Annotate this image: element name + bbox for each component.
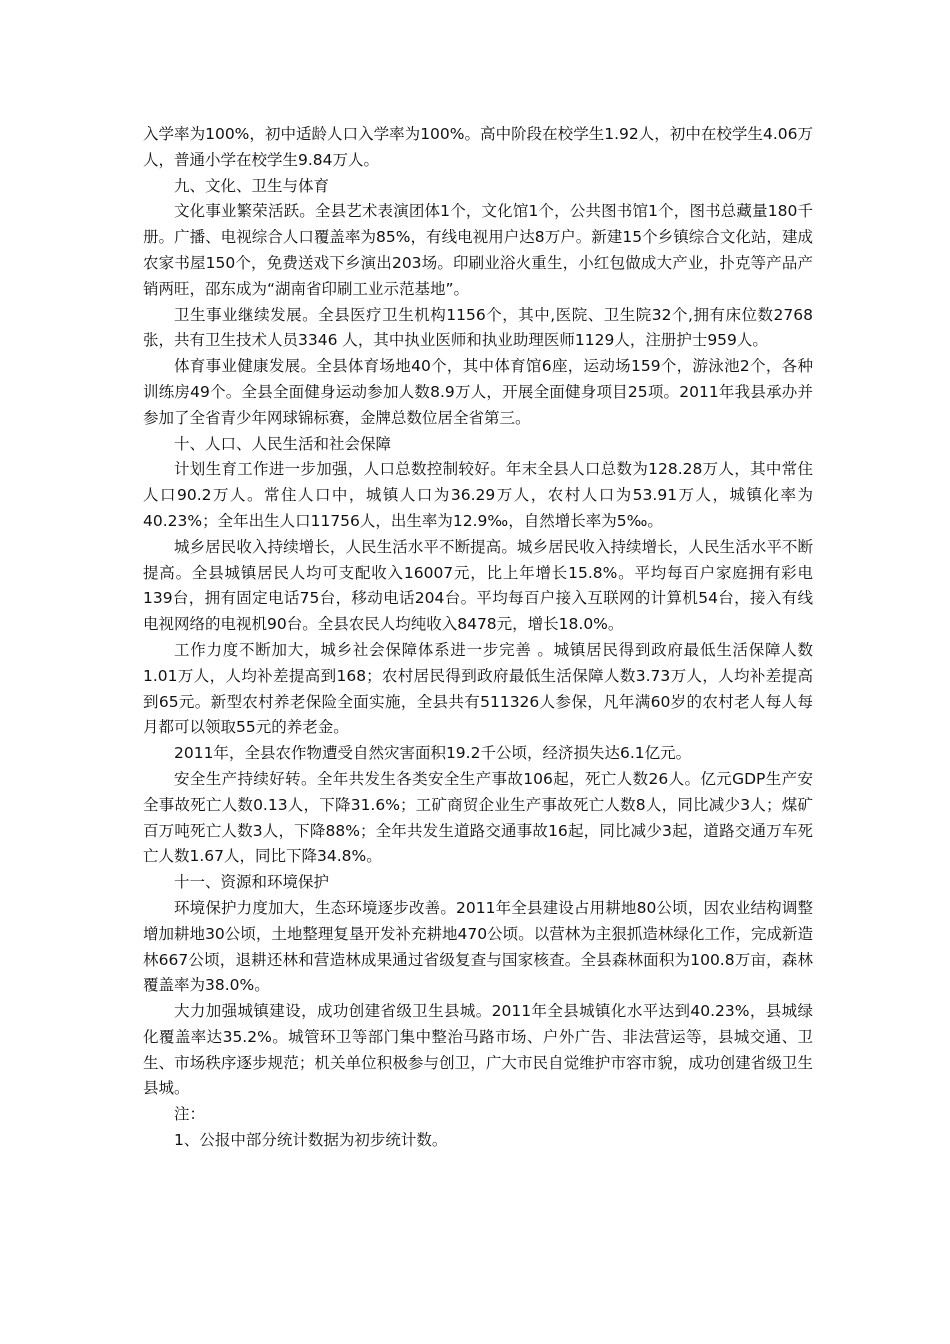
paragraph-production-safety: 安全生产持续好转。全年共发生各类安全生产事故106起，死亡人数26人。亿元GDP生产安全事故死亡人数0.13人，下降31.6%；工矿商贸企业生产事故死亡人数8人，同比减少3人；煤矿百万吨死亡人数3人，下降88%；全年共发生道路交通事故16起，同比减少3起，道路交通万车死亡人数1.67人，同比下降34.8%。 xyxy=(143,769,813,866)
paragraph-health: 卫生事业继续发展。全县医疗卫生机构1156个，其中,医院、卫生院32个,拥有床位数2768张，共有卫生技术人员3346 人，其中执业医师和执业助理医师1129人，注册护士959人。 xyxy=(143,305,813,350)
paragraph-natural-disaster: 2011年，全县农作物遭受自然灾害面积19.2千公顷，经济损失达6.1亿元。 xyxy=(174,744,692,763)
section-heading-population-livelihood: 十、人口、人民生活和社会保障 xyxy=(174,434,392,453)
paragraph-urban-construction: 大力加强城镇建设，成功创建省级卫生县城。2011年全县城镇化水平达到40.23%，县城绿化覆盖率达35.2%。城管环卫等部门集中整治马路市场、户外广告、非法营运等，县城交通、卫生、市场秩序逐步规范；机关单位积极参与创卫，广大市民自觉维护市容市貌，成功创建省级卫生县城。 xyxy=(143,1002,813,1098)
paragraph-income: 城乡居民收入持续增长，人民生活水平不断提高。城乡居民收入持续增长，人民生活水平不断提高。全县城镇居民人均可支配收入16007元，比上年增长15.8%。平均每百户家庭拥有彩电139台，拥有固定电话75台，移动电话204台。平均每百户接入互联网的计算机54台，接入有线电视网络的电视机90台。全县农民人均纯收入8478元，增长18.0%。 xyxy=(143,537,813,634)
paragraph-education-continued: 入学率为100%，初中适龄人口入学率为100%。高中阶段在校学生1.92人，初中在校学生4.06万人，普通小学在校学生9.84万人。 xyxy=(143,125,813,169)
section-heading-resources-environment: 十一、资源和环境保护 xyxy=(174,873,330,892)
paragraph-family-planning: 计划生育工作进一步加强，人口总数控制较好。年末全县人口总数为128.28万人，其中常住人口90.2万人。常住人口中，城镇人口为36.29万人，农村人口为53.91万人，城镇化率为40.23%；全年出生人口11756人，出生率为12.9‰，自然增长率为5‰。 xyxy=(143,460,813,530)
paragraph-social-security: 工作力度不断加大，城乡社会保障体系进一步完善 。城镇居民得到政府最低生活保障人数1.01万人，人均补差提高到168；农村居民得到政府最低生活保障人数3.73万人，人均补差提高到65元。新型农村养老保险全面实施，全县共有511326人参保，凡年满60岁的农村老人每人每月都可以领取55元的养老金。 xyxy=(143,640,813,737)
paragraph-sports: 体育事业健康发展。全县体育场地40个，其中体育馆6座，运动场159个，游泳池2个，各种训练房49个。全县全面健身运动参加人数8.9万人，开展全面健身项目25项。2011年我县承办并参加了全省青少年网球锦标赛，金牌总数位居全省第三。 xyxy=(143,357,813,427)
document-body xyxy=(143,122,813,1154)
paragraph-culture: 文化事业繁荣活跃。全县艺术表演团体1个，文化馆1个，公共图书馆1个，图书总藏量180千册。广播、电视综合人口覆盖率为85%，有线电视用户达8万户。新建15个乡镇综合文化站，建成农家书屋150个，免费送戏下乡演出203场。印刷业浴火重生，小红包做成大产业，扑克等产品产销两旺，邵东成为“湖南省印刷工业示范基地”。 xyxy=(143,202,813,298)
paragraph-environment: 环境保护力度加大，生态环境逐步改善。2011年全县建设占用耕地80公顷，因农业结构调整增加耕地30公顷，土地整理复垦开发补充耕地470公顷。以营林为主狠抓造林绿化工作，完成新造林667公顷，退耕还林和营造林成果通过省级复查与国家核查。全县森林面积为100.8万亩，森林覆盖率为38.0%。 xyxy=(143,898,813,995)
notes-heading: 注： xyxy=(174,1105,206,1124)
note-item: 1、公报中部分统计数据为初步统计数。 xyxy=(174,1131,448,1150)
section-heading-culture-health-sports: 九、文化、卫生与体育 xyxy=(174,176,330,195)
